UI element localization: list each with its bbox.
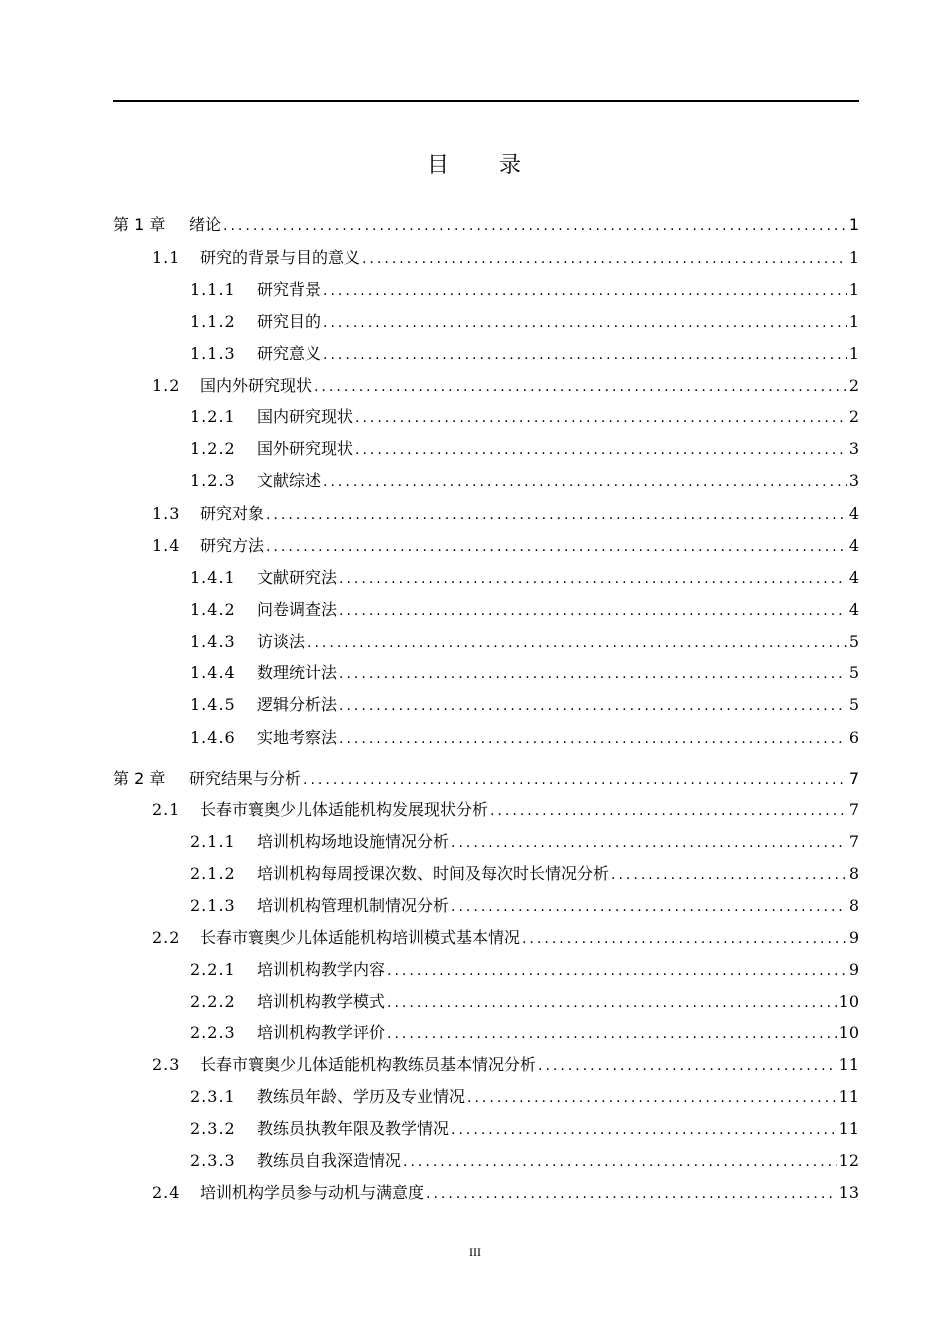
toc-entry[interactable] — [190, 1117, 859, 1141]
toc-entry-number: 2.1 — [152, 800, 181, 819]
toc-entry[interactable] — [152, 1053, 859, 1077]
toc-leader-dots — [387, 959, 847, 983]
toc-entry-label: 培训机构管理机制情况分析 — [257, 896, 450, 915]
toc-entry[interactable] — [152, 502, 859, 526]
toc-entry-number: 2.2.1 — [190, 960, 236, 979]
toc-entry[interactable] — [190, 958, 859, 982]
toc-leader-dots — [314, 375, 847, 399]
toc-entry[interactable] — [190, 830, 859, 854]
toc-entry-page: 11 — [838, 1119, 859, 1138]
toc-entry-label: 研究的背景与目的意义 — [200, 248, 361, 267]
toc-entry-page: 1 — [848, 215, 859, 234]
toc-entry[interactable] — [190, 1085, 859, 1109]
toc-entry-number: 1.4.4 — [190, 663, 236, 682]
toc-entry-number: 2.4 — [152, 1183, 181, 1202]
toc-entry[interactable] — [190, 469, 859, 493]
toc-entry-label: 教练员自我深造情况 — [257, 1151, 402, 1170]
page-title: 目 录 — [426, 153, 523, 178]
toc-entry[interactable] — [190, 598, 859, 622]
toc-entry-page: 4 — [848, 504, 859, 523]
toc-entry[interactable] — [190, 990, 859, 1014]
toc-entry-page: 9 — [848, 928, 859, 947]
toc-entry-page: 10 — [838, 992, 859, 1011]
toc-leader-dots — [451, 1118, 837, 1142]
toc-entry-label: 培训机构教学评价 — [257, 1023, 386, 1042]
toc-entry-number: 2.2 — [152, 928, 181, 947]
toc-entry-label: 研究背景 — [257, 280, 322, 299]
toc-entry-number: 1.1 — [152, 248, 181, 267]
toc-leader-dots — [451, 895, 847, 919]
toc-entry-number: 第 1 章 — [113, 215, 166, 234]
toc-entry-label: 文献研究法 — [257, 568, 338, 587]
toc-entry-label: 培训机构场地设施情况分析 — [257, 832, 450, 851]
toc-leader-dots — [223, 214, 847, 238]
toc-entry-label: 国外研究现状 — [257, 439, 354, 458]
toc-entry-label: 研究对象 — [200, 504, 265, 523]
toc-entry[interactable] — [190, 278, 859, 302]
toc-entry-page: 8 — [848, 896, 859, 915]
toc-entry-number: 1.3 — [152, 504, 181, 523]
toc-entry-page: 8 — [848, 864, 859, 883]
toc-entry[interactable] — [190, 894, 859, 918]
toc-entry[interactable] — [190, 566, 859, 590]
toc-leader-dots — [522, 927, 847, 951]
toc-leader-dots — [266, 535, 847, 559]
toc-leader-dots — [339, 662, 847, 686]
toc-leader-dots — [339, 727, 847, 751]
toc-entry-number: 2.3.1 — [190, 1087, 236, 1106]
toc-entry-page: 7 — [848, 800, 859, 819]
toc-entry-number: 2.2.3 — [190, 1023, 236, 1042]
toc-entry-page: 5 — [848, 632, 859, 651]
toc-entry-number: 1.2.3 — [190, 471, 236, 490]
toc-entry-label: 实地考察法 — [257, 728, 338, 747]
toc-entry-number: 1.1.3 — [190, 344, 236, 363]
toc-entry-label: 研究结果与分析 — [189, 769, 302, 788]
toc-entry-number: 2.3.3 — [190, 1151, 236, 1170]
toc-entry-number: 1.4.2 — [190, 600, 236, 619]
toc-entry-page: 7 — [848, 832, 859, 851]
toc-entry-label: 长春市寰奥少儿体适能机构发展现状分析 — [200, 800, 489, 819]
toc-entry-label: 国内研究现状 — [257, 407, 354, 426]
toc-entry-number: 2.1.2 — [190, 864, 236, 883]
toc-entry[interactable] — [152, 926, 859, 950]
toc-entry-label: 国内外研究现状 — [200, 376, 313, 395]
toc-leader-dots — [611, 863, 847, 887]
toc-leader-dots — [323, 343, 847, 367]
toc-entry-page: 1 — [848, 344, 859, 363]
toc-entry[interactable] — [190, 693, 859, 717]
toc-leader-dots — [362, 247, 847, 271]
toc-entry-number: 2.1.1 — [190, 832, 236, 851]
toc-entry-number: 1.4.6 — [190, 728, 236, 747]
toc-leader-dots — [266, 503, 847, 527]
toc-leader-dots — [323, 279, 847, 303]
toc-entry-number: 1.4.3 — [190, 632, 236, 651]
toc-entry-label: 数理统计法 — [257, 663, 338, 682]
toc-entry-label: 教练员执教年限及教学情况 — [257, 1119, 450, 1138]
toc-entry-number: 2.3.2 — [190, 1119, 236, 1138]
toc-leader-dots — [323, 311, 847, 335]
toc-entry[interactable] — [190, 630, 859, 654]
toc-entry-page: 1 — [848, 312, 859, 331]
toc-entry-page: 13 — [838, 1183, 859, 1202]
toc-leader-dots — [490, 799, 847, 823]
toc-entry-page: 4 — [848, 536, 859, 555]
toc-entry-page: 1 — [848, 280, 859, 299]
toc-entry-label: 长春市寰奥少儿体适能机构教练员基本情况分析 — [200, 1055, 537, 1074]
toc-entry-label: 长春市寰奥少儿体适能机构培训模式基本情况 — [200, 928, 521, 947]
toc-entry[interactable] — [190, 1149, 859, 1173]
toc-entry-page: 4 — [848, 568, 859, 587]
toc-entry-number: 2.2.2 — [190, 992, 236, 1011]
toc-entry-label: 研究目的 — [257, 312, 322, 331]
toc-entry[interactable] — [113, 767, 859, 791]
toc-entry-page: 2 — [848, 407, 859, 426]
toc-entry-label: 逻辑分析法 — [257, 695, 338, 714]
toc-entry-page: 3 — [848, 471, 859, 490]
toc-entry-number: 1.2.1 — [190, 407, 236, 426]
toc-entry-page: 5 — [848, 695, 859, 714]
toc-entry-label: 培训机构每周授课次数、时间及每次时长情况分析 — [257, 864, 610, 883]
toc-leader-dots — [538, 1054, 837, 1078]
toc-entry-page: 5 — [848, 663, 859, 682]
toc-entry-label: 绪论 — [189, 215, 222, 234]
toc-entry-page: 2 — [848, 376, 859, 395]
toc-leader-dots — [339, 694, 847, 718]
toc-leader-dots — [323, 470, 847, 494]
toc-entry-label: 访谈法 — [257, 632, 306, 651]
toc-entry-number: 1.1.2 — [190, 312, 236, 331]
toc-entry-number: 1.4 — [152, 536, 181, 555]
toc-entry-number: 1.4.5 — [190, 695, 236, 714]
toc-entry-number: 第 2 章 — [113, 769, 166, 788]
toc-entry[interactable] — [152, 534, 859, 558]
toc-entry[interactable] — [152, 246, 859, 270]
toc-entry-page: 4 — [848, 600, 859, 619]
toc-leader-dots — [426, 1182, 837, 1206]
toc-entry[interactable] — [190, 862, 859, 886]
toc-leader-dots — [307, 631, 847, 655]
page-number-footer: III — [469, 1245, 481, 1259]
toc-entry-number: 1.2.2 — [190, 439, 236, 458]
toc-entry-number: 2.3 — [152, 1055, 181, 1074]
toc-entry[interactable] — [190, 405, 859, 429]
toc-entry-page: 1 — [848, 248, 859, 267]
toc-leader-dots — [467, 1086, 837, 1110]
toc-entry[interactable] — [190, 437, 859, 461]
toc-entry-page: 9 — [848, 960, 859, 979]
toc-entry[interactable] — [190, 1021, 859, 1045]
toc-leader-dots — [303, 768, 847, 792]
toc-entry[interactable] — [190, 661, 859, 685]
toc-leader-dots — [355, 438, 847, 462]
toc-entry[interactable] — [113, 213, 859, 237]
toc-leader-dots — [387, 1022, 837, 1046]
toc-entry-label: 问卷调查法 — [257, 600, 338, 619]
toc-leader-dots — [403, 1150, 837, 1174]
toc-leader-dots — [355, 406, 847, 430]
toc-entry[interactable] — [190, 310, 859, 334]
toc-entry-label: 研究意义 — [257, 344, 322, 363]
toc-entry-number: 1.4.1 — [190, 568, 236, 587]
toc-entry-page: 3 — [848, 439, 859, 458]
toc-leader-dots — [339, 567, 847, 591]
toc-entry-number: 1.2 — [152, 376, 181, 395]
toc-entry[interactable] — [152, 798, 859, 822]
toc-entry[interactable] — [152, 1181, 859, 1205]
toc-entry[interactable] — [190, 342, 859, 366]
toc-entry-label: 培训机构教学模式 — [257, 992, 386, 1011]
toc-entry-page: 6 — [848, 728, 859, 747]
toc-entry[interactable] — [190, 726, 859, 750]
toc-entry-label: 培训机构学员参与动机与满意度 — [200, 1183, 425, 1202]
toc-entry[interactable] — [152, 374, 859, 398]
toc-entry-number: 2.1.3 — [190, 896, 236, 915]
toc-entry-page: 11 — [838, 1055, 859, 1074]
toc-entry-label: 文献综述 — [257, 471, 322, 490]
toc-entry-page: 7 — [848, 769, 859, 788]
toc-leader-dots — [339, 599, 847, 623]
toc-leader-dots — [387, 991, 837, 1015]
toc-entry-page: 12 — [838, 1151, 859, 1170]
toc-entry-page: 10 — [838, 1023, 859, 1042]
toc-entry-label: 研究方法 — [200, 536, 265, 555]
toc-entry-label: 教练员年龄、学历及专业情况 — [257, 1087, 466, 1106]
toc-entry-number: 1.1.1 — [190, 280, 236, 299]
toc-leader-dots — [451, 831, 847, 855]
toc-entry-page: 11 — [838, 1087, 859, 1106]
toc-entry-label: 培训机构教学内容 — [257, 960, 386, 979]
